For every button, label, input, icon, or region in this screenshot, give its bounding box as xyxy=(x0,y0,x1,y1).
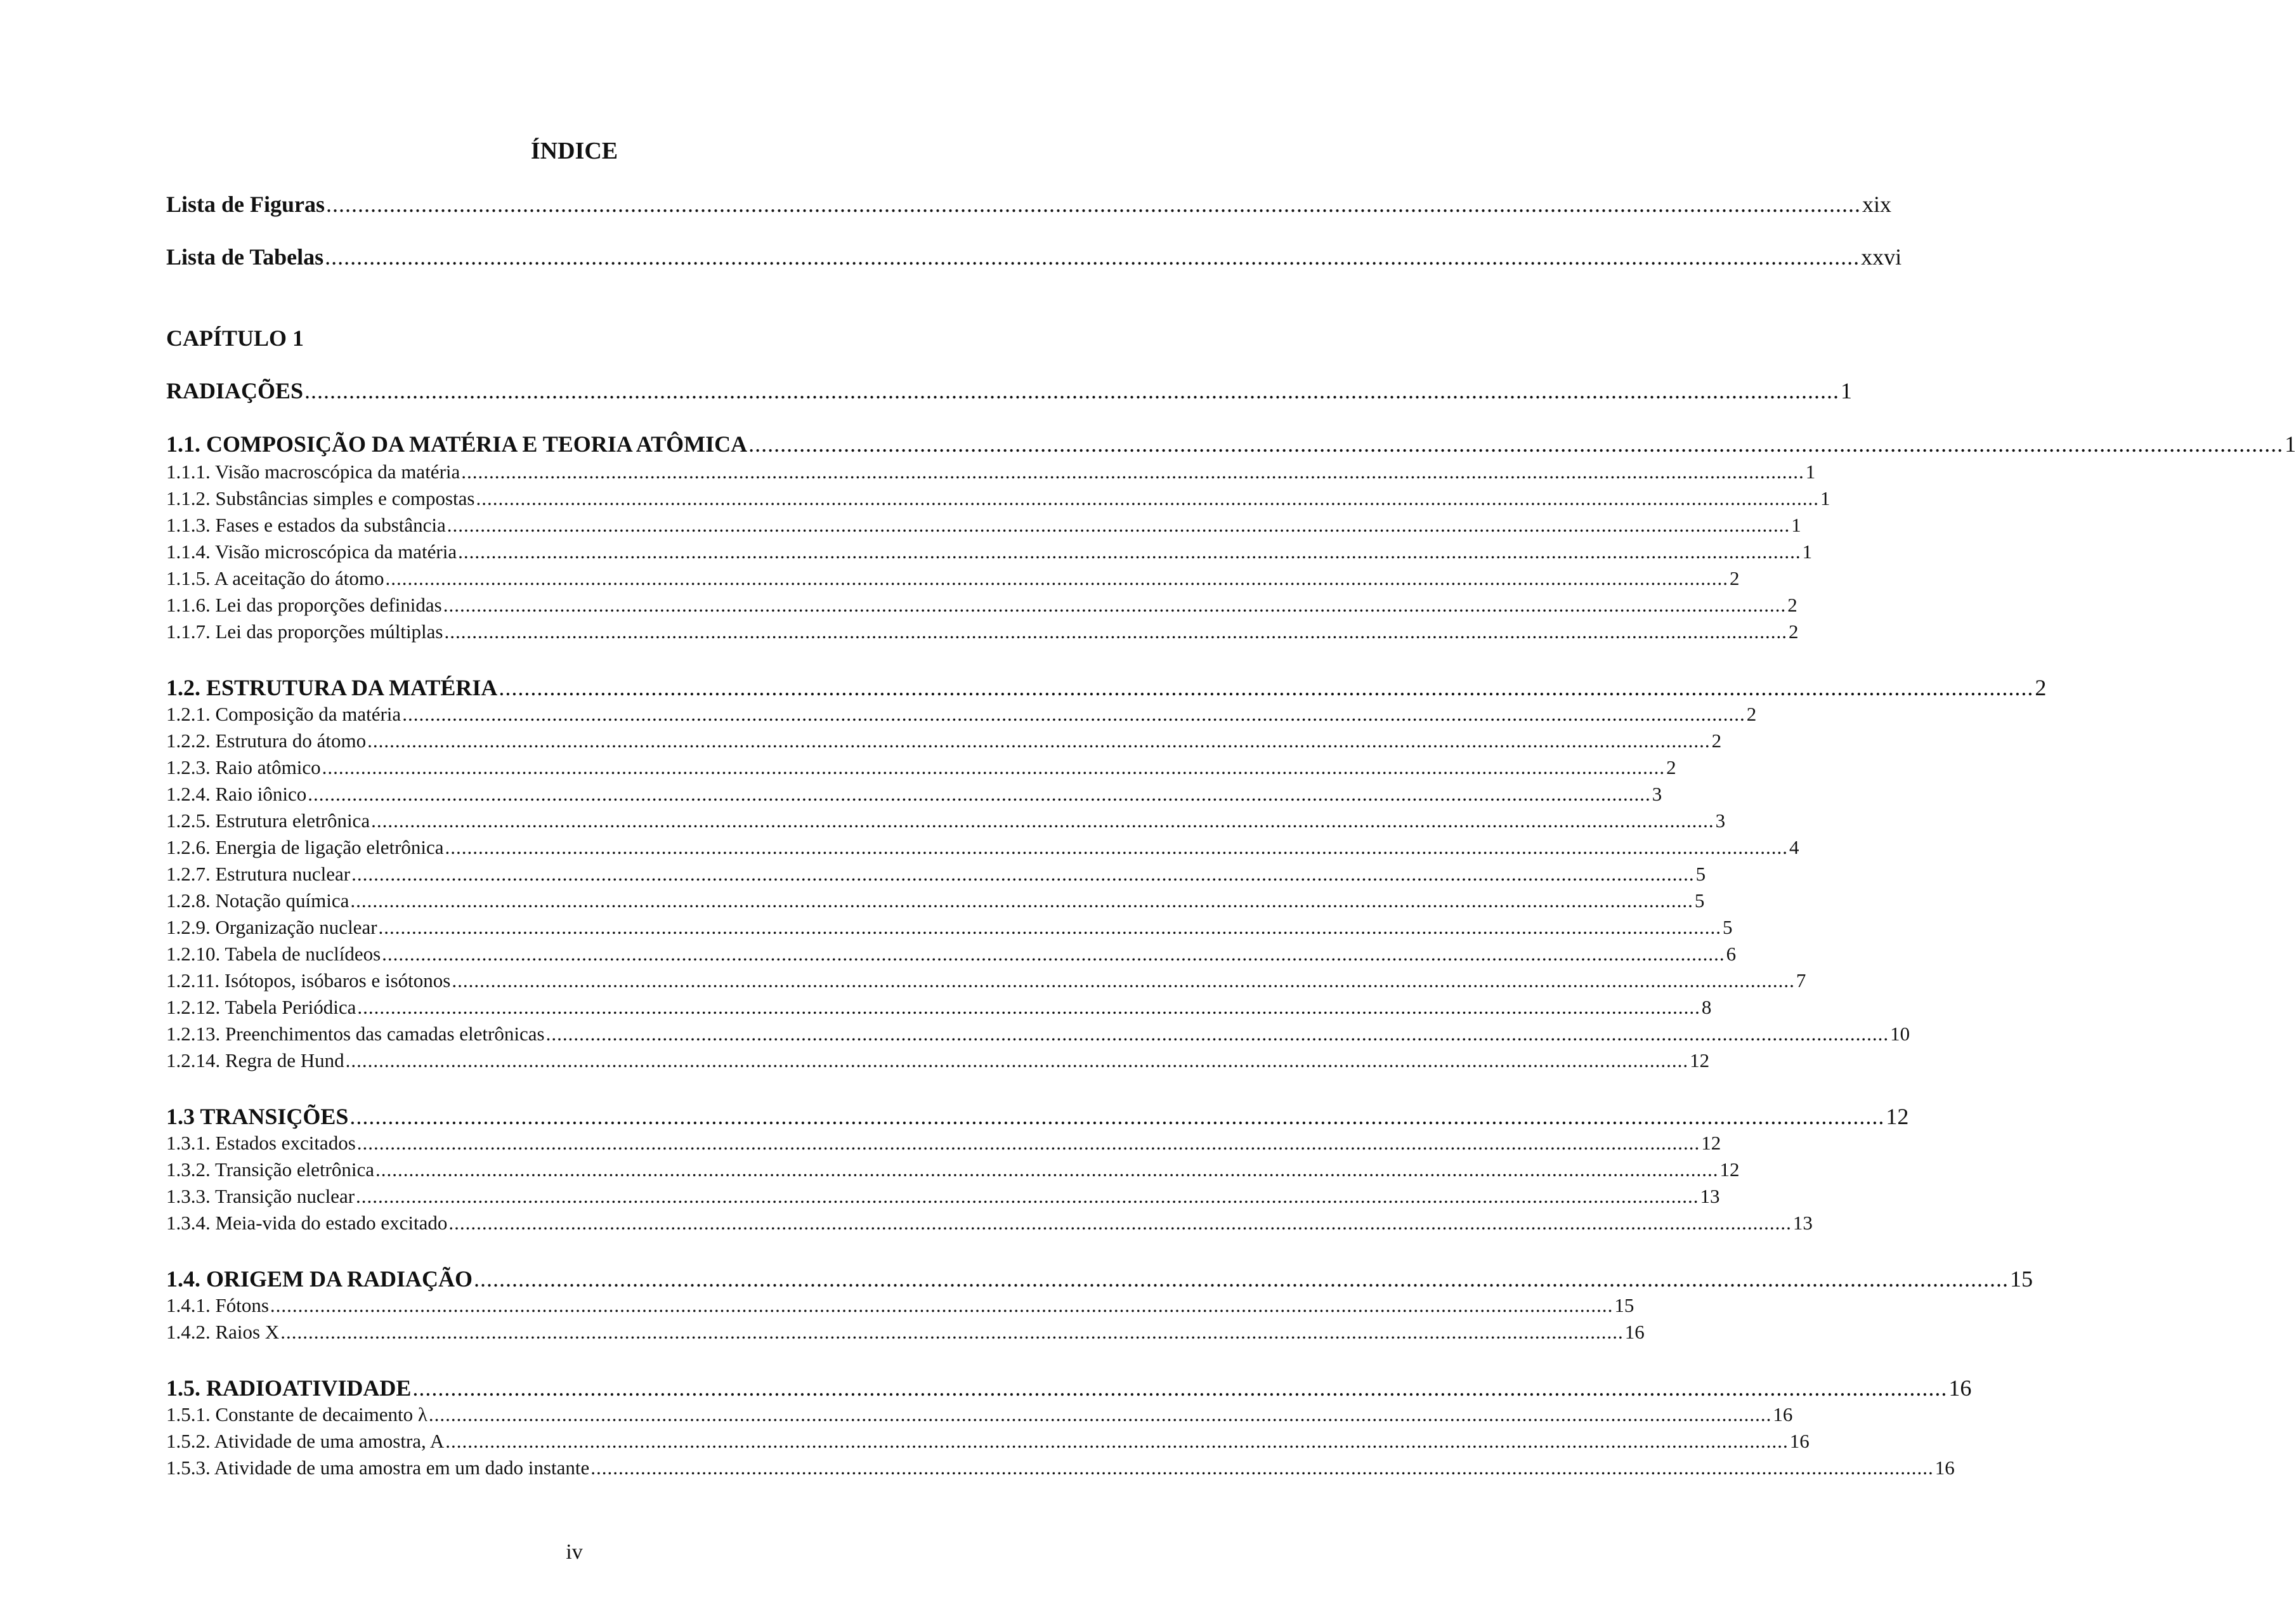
dot-leader: .................................................................................................................................................................................................................................................. xyxy=(325,244,1860,270)
toc-entry-page: 16 xyxy=(1934,1457,1955,1479)
toc-entry-page: 3 xyxy=(1652,783,1662,805)
toc-subentry[interactable] xyxy=(166,1455,1955,1481)
toc-subentry[interactable] xyxy=(166,513,1801,538)
dot-leader: .................................................................................................................................................................................................................................................. xyxy=(280,1321,1624,1343)
toc-entry-page: 16 xyxy=(1789,1430,1810,1452)
toc-entry-page: 2 xyxy=(1789,620,1799,643)
toc-subentry[interactable] xyxy=(166,1402,1793,1427)
dot-leader: .................................................................................................................................................................................................................................................. xyxy=(444,620,1787,643)
dot-leader: .................................................................................................................................................................................................................................................. xyxy=(356,1132,1700,1154)
page-number: iv xyxy=(566,1540,583,1564)
toc-entry-page: 16 xyxy=(1773,1403,1793,1425)
dot-leader: .................................................................................................................................................................................................................................................. xyxy=(322,756,1666,778)
dot-leader: .................................................................................................................................................................................................................................................. xyxy=(447,514,1790,536)
toc-subentry[interactable] xyxy=(166,1157,1740,1182)
dot-leader: .................................................................................................................................................................................................................................................. xyxy=(375,1158,1719,1181)
toc-entry-page: 5 xyxy=(1694,889,1705,912)
toc-subentry[interactable] xyxy=(166,968,1806,993)
toc-entry-label: 1.2.13. Preenchimentos das camadas eletrônicas xyxy=(166,1023,545,1045)
toc-subentry[interactable] xyxy=(166,808,1726,834)
toc-entry-label: 1.2.3. Raio atômico xyxy=(166,756,321,778)
toc-entry-list-of-figures[interactable] xyxy=(166,190,1892,218)
toc-subentry[interactable] xyxy=(166,835,1799,860)
toc-subentry[interactable] xyxy=(166,593,1797,618)
toc-subentry[interactable] xyxy=(166,941,1737,967)
toc-entry-page: 5 xyxy=(1723,916,1733,938)
toc-subentry[interactable] xyxy=(166,486,1830,511)
toc-entry-page: 1 xyxy=(2285,431,2296,457)
toc-entry-page: 2 xyxy=(1746,703,1757,725)
toc-entry-page: 2 xyxy=(1787,594,1797,616)
dot-leader: .................................................................................................................................................................................................................................................. xyxy=(476,487,1819,509)
toc-entry-chapter-title[interactable] xyxy=(166,377,1853,405)
toc-subentry[interactable] xyxy=(166,1021,1910,1047)
toc-entry-label: 1.2.8. Notação química xyxy=(166,889,349,912)
toc-subentry[interactable] xyxy=(166,888,1705,914)
dot-leader: .................................................................................................................................................................................................................................................. xyxy=(443,594,1787,616)
toc-subentry[interactable] xyxy=(166,755,1676,780)
toc-entry-page: 1 xyxy=(1820,487,1830,509)
toc-entry-label: 1.4. ORIGEM DA RADIAÇÃO xyxy=(166,1266,473,1292)
dot-leader: .................................................................................................................................................................................................................................................. xyxy=(445,1430,1789,1452)
dot-leader: .................................................................................................................................................................................................................................................. xyxy=(474,1266,2009,1292)
toc-entry-label: 1.1.4. Visão microscópica da matéria xyxy=(166,540,457,563)
toc-entry-page: 5 xyxy=(1695,863,1706,885)
dot-leader: .................................................................................................................................................................................................................................................. xyxy=(308,783,1651,805)
toc-entry-label: 1.2.4. Raio iônico xyxy=(166,783,307,805)
toc-entry-page: 15 xyxy=(1614,1294,1634,1316)
dot-leader: .................................................................................................................................................................................................................................................. xyxy=(545,1023,1889,1045)
toc-entry-label: 1.1.5. A aceitação do átomo xyxy=(166,567,384,589)
toc-entry-label: 1.5. RADIOATIVIDADE xyxy=(166,1375,412,1401)
dot-leader: .................................................................................................................................................................................................................................................. xyxy=(590,1457,1934,1479)
toc-entry-label: 1.2.6. Energia de ligação eletrônica xyxy=(166,836,444,858)
toc-entry-page: 12 xyxy=(1886,1104,1909,1129)
toc-subentry[interactable] xyxy=(166,861,1706,887)
toc-entry-label: 1.3.3. Transição nuclear xyxy=(166,1185,355,1207)
dot-leader: .................................................................................................................................................................................................................................................. xyxy=(326,192,1862,217)
toc-entry-label: 1.5.1. Constante de decaimento λ xyxy=(166,1403,427,1425)
toc-entry-label: 1.2.10. Tabela de nuclídeos xyxy=(166,943,381,965)
toc-subentry[interactable] xyxy=(166,1184,1720,1209)
toc-entry-page: 15 xyxy=(2010,1266,2033,1292)
page-title: ÍNDICE xyxy=(530,138,618,164)
toc-entry-label: Lista de Figuras xyxy=(166,192,325,217)
toc-entry-page: 2 xyxy=(1729,567,1740,589)
toc-subentry[interactable] xyxy=(166,702,1757,727)
chapter-heading: CAPÍTULO 1 xyxy=(166,325,304,351)
toc-entry-page: 12 xyxy=(1690,1049,1710,1071)
toc-entry-page: xxvi xyxy=(1861,244,1902,270)
toc-entry-page: xix xyxy=(1862,192,1892,217)
toc-entry-page: 1 xyxy=(1802,540,1813,563)
toc-entry-page: 4 xyxy=(1789,836,1799,858)
toc-entry-list-of-tables[interactable] xyxy=(166,243,1902,271)
dot-leader: .................................................................................................................................................................................................................................................. xyxy=(304,378,1840,403)
toc-section[interactable] xyxy=(166,1265,2033,1293)
toc-entry-label: 1.2.11. Isótopos, isóbaros e isótonos xyxy=(166,969,451,992)
dot-leader: .................................................................................................................................................................................................................................................. xyxy=(448,1212,1792,1234)
toc-entry-label: 1.1.3. Fases e estados da substância xyxy=(166,514,446,536)
toc-entry-label: RADIAÇÕES xyxy=(166,378,304,403)
dot-leader: .................................................................................................................................................................................................................................................. xyxy=(385,567,1728,589)
dot-leader: .................................................................................................................................................................................................................................................. xyxy=(367,730,1711,752)
dot-leader: .................................................................................................................................................................................................................................................. xyxy=(357,996,1700,1018)
toc-section[interactable] xyxy=(166,674,2047,702)
toc-entry-label: 1.4.2. Raios X xyxy=(166,1321,280,1343)
toc-subentry[interactable] xyxy=(166,995,1712,1020)
dot-leader: .................................................................................................................................................................................................................................................. xyxy=(748,431,2284,457)
toc-section[interactable] xyxy=(166,1374,1972,1402)
toc-entry-page: 3 xyxy=(1715,809,1726,832)
toc-entry-page: 16 xyxy=(1948,1375,1972,1401)
toc-entry-label: 1.3.2. Transição eletrônica xyxy=(166,1158,375,1181)
toc-entry-label: 1.1.1. Visão macroscópica da matéria xyxy=(166,461,460,483)
toc-subentry[interactable] xyxy=(166,1048,1710,1073)
dot-leader: .................................................................................................................................................................................................................................................. xyxy=(499,675,2034,700)
toc-subentry[interactable] xyxy=(166,728,1722,754)
toc-entry-label: 1.2.14. Regra de Hund xyxy=(166,1049,344,1071)
toc-entry-label: 1.2.1. Composição da matéria xyxy=(166,703,401,725)
toc-entry-page: 2 xyxy=(1711,730,1722,752)
toc-entry-page: 10 xyxy=(1890,1023,1910,1045)
dot-leader: .................................................................................................................................................................................................................................................. xyxy=(428,1403,1772,1425)
toc-entry-label: 1.3.1. Estados excitados xyxy=(166,1132,356,1154)
toc-section[interactable] xyxy=(166,1103,1909,1130)
dot-leader: .................................................................................................................................................................................................................................................. xyxy=(452,969,1795,992)
toc-subentry[interactable] xyxy=(166,539,1813,565)
toc-entry-page: 6 xyxy=(1726,943,1737,965)
toc-entry-label: 1.5.2. Atividade de uma amostra, A xyxy=(166,1430,445,1452)
toc-subentry[interactable] xyxy=(166,1429,1810,1454)
dot-leader: .................................................................................................................................................................................................................................................. xyxy=(349,1104,1885,1129)
toc-subentry[interactable] xyxy=(166,1293,1634,1318)
toc-entry-label: 1.1.6. Lei das proporções definidas xyxy=(166,594,442,616)
toc-subentry[interactable] xyxy=(166,1210,1813,1236)
toc-entry-page: 12 xyxy=(1719,1158,1740,1181)
toc-entry-label: 1.2.9. Organização nuclear xyxy=(166,916,377,938)
toc-entry-label: 1.2.5. Estrutura eletrônica xyxy=(166,809,370,832)
toc-entry-label: 1.1.7. Lei das proporções múltiplas xyxy=(166,620,443,643)
toc-entry-label: 1.5.3. Atividade de uma amostra em um dado instante xyxy=(166,1457,590,1479)
dot-leader: .................................................................................................................................................................................................................................................. xyxy=(461,461,1804,483)
toc-subentry[interactable] xyxy=(166,566,1740,591)
toc-entry-label: 1.2. ESTRUTURA DA MATÉRIA xyxy=(166,675,498,700)
toc-entry-page: 1 xyxy=(1805,461,1816,483)
toc-subentry[interactable] xyxy=(166,1130,1721,1156)
toc-entry-page: 2 xyxy=(2035,675,2047,700)
dot-leader: .................................................................................................................................................................................................................................................. xyxy=(270,1294,1614,1316)
toc-entry-page: 8 xyxy=(1701,996,1712,1018)
dot-leader: .................................................................................................................................................................................................................................................. xyxy=(382,943,1725,965)
toc-entry-label: 1.2.7. Estrutura nuclear xyxy=(166,863,351,885)
dot-leader: .................................................................................................................................................................................................................................................. xyxy=(445,836,1789,858)
dot-leader: .................................................................................................................................................................................................................................................. xyxy=(350,889,1693,912)
dot-leader: .................................................................................................................................................................................................................................................. xyxy=(402,703,1745,725)
toc-entry-page: 1 xyxy=(1791,514,1801,536)
toc-entry-page: 16 xyxy=(1624,1321,1645,1343)
toc-entry-page: 1 xyxy=(1841,378,1853,403)
toc-entry-page: 7 xyxy=(1796,969,1806,992)
toc-section[interactable] xyxy=(166,430,2296,458)
dot-leader: .................................................................................................................................................................................................................................................. xyxy=(356,1185,1699,1207)
toc-entry-label: 1.3 TRANSIÇÕES xyxy=(166,1104,349,1129)
toc-entry-page: 2 xyxy=(1666,756,1676,778)
dot-leader: .................................................................................................................................................................................................................................................. xyxy=(345,1049,1689,1071)
toc-entry-label: 1.2.12. Tabela Periódica xyxy=(166,996,356,1018)
toc-subentry[interactable] xyxy=(166,619,1799,645)
dot-leader: .................................................................................................................................................................................................................................................. xyxy=(458,540,1801,563)
toc-entry-page: 13 xyxy=(1792,1212,1813,1234)
toc-entry-label: 1.1. COMPOSIÇÃO DA MATÉRIA E TEORIA ATÔMICA xyxy=(166,431,748,457)
toc-subentry[interactable] xyxy=(166,459,1816,485)
toc-subentry[interactable] xyxy=(166,1320,1645,1345)
toc-entry-label: 1.1.2. Substâncias simples e compostas xyxy=(166,487,475,509)
toc-entry-label: 1.2.2. Estrutura do átomo xyxy=(166,730,367,752)
dot-leader: .................................................................................................................................................................................................................................................. xyxy=(371,809,1714,832)
toc-subentry[interactable] xyxy=(166,915,1733,940)
toc-subentry[interactable] xyxy=(166,782,1662,807)
toc-entry-label: 1.4.1. Fótons xyxy=(166,1294,269,1316)
toc-entry-page: 12 xyxy=(1701,1132,1721,1154)
dot-leader: .................................................................................................................................................................................................................................................. xyxy=(351,863,1695,885)
toc-entry-label: 1.3.4. Meia-vida do estado excitado xyxy=(166,1212,448,1234)
dot-leader: .................................................................................................................................................................................................................................................. xyxy=(378,916,1722,938)
dot-leader: .................................................................................................................................................................................................................................................. xyxy=(412,1375,1948,1401)
toc-entry-page: 13 xyxy=(1700,1185,1720,1207)
toc-entry-label: Lista de Tabelas xyxy=(166,244,324,270)
